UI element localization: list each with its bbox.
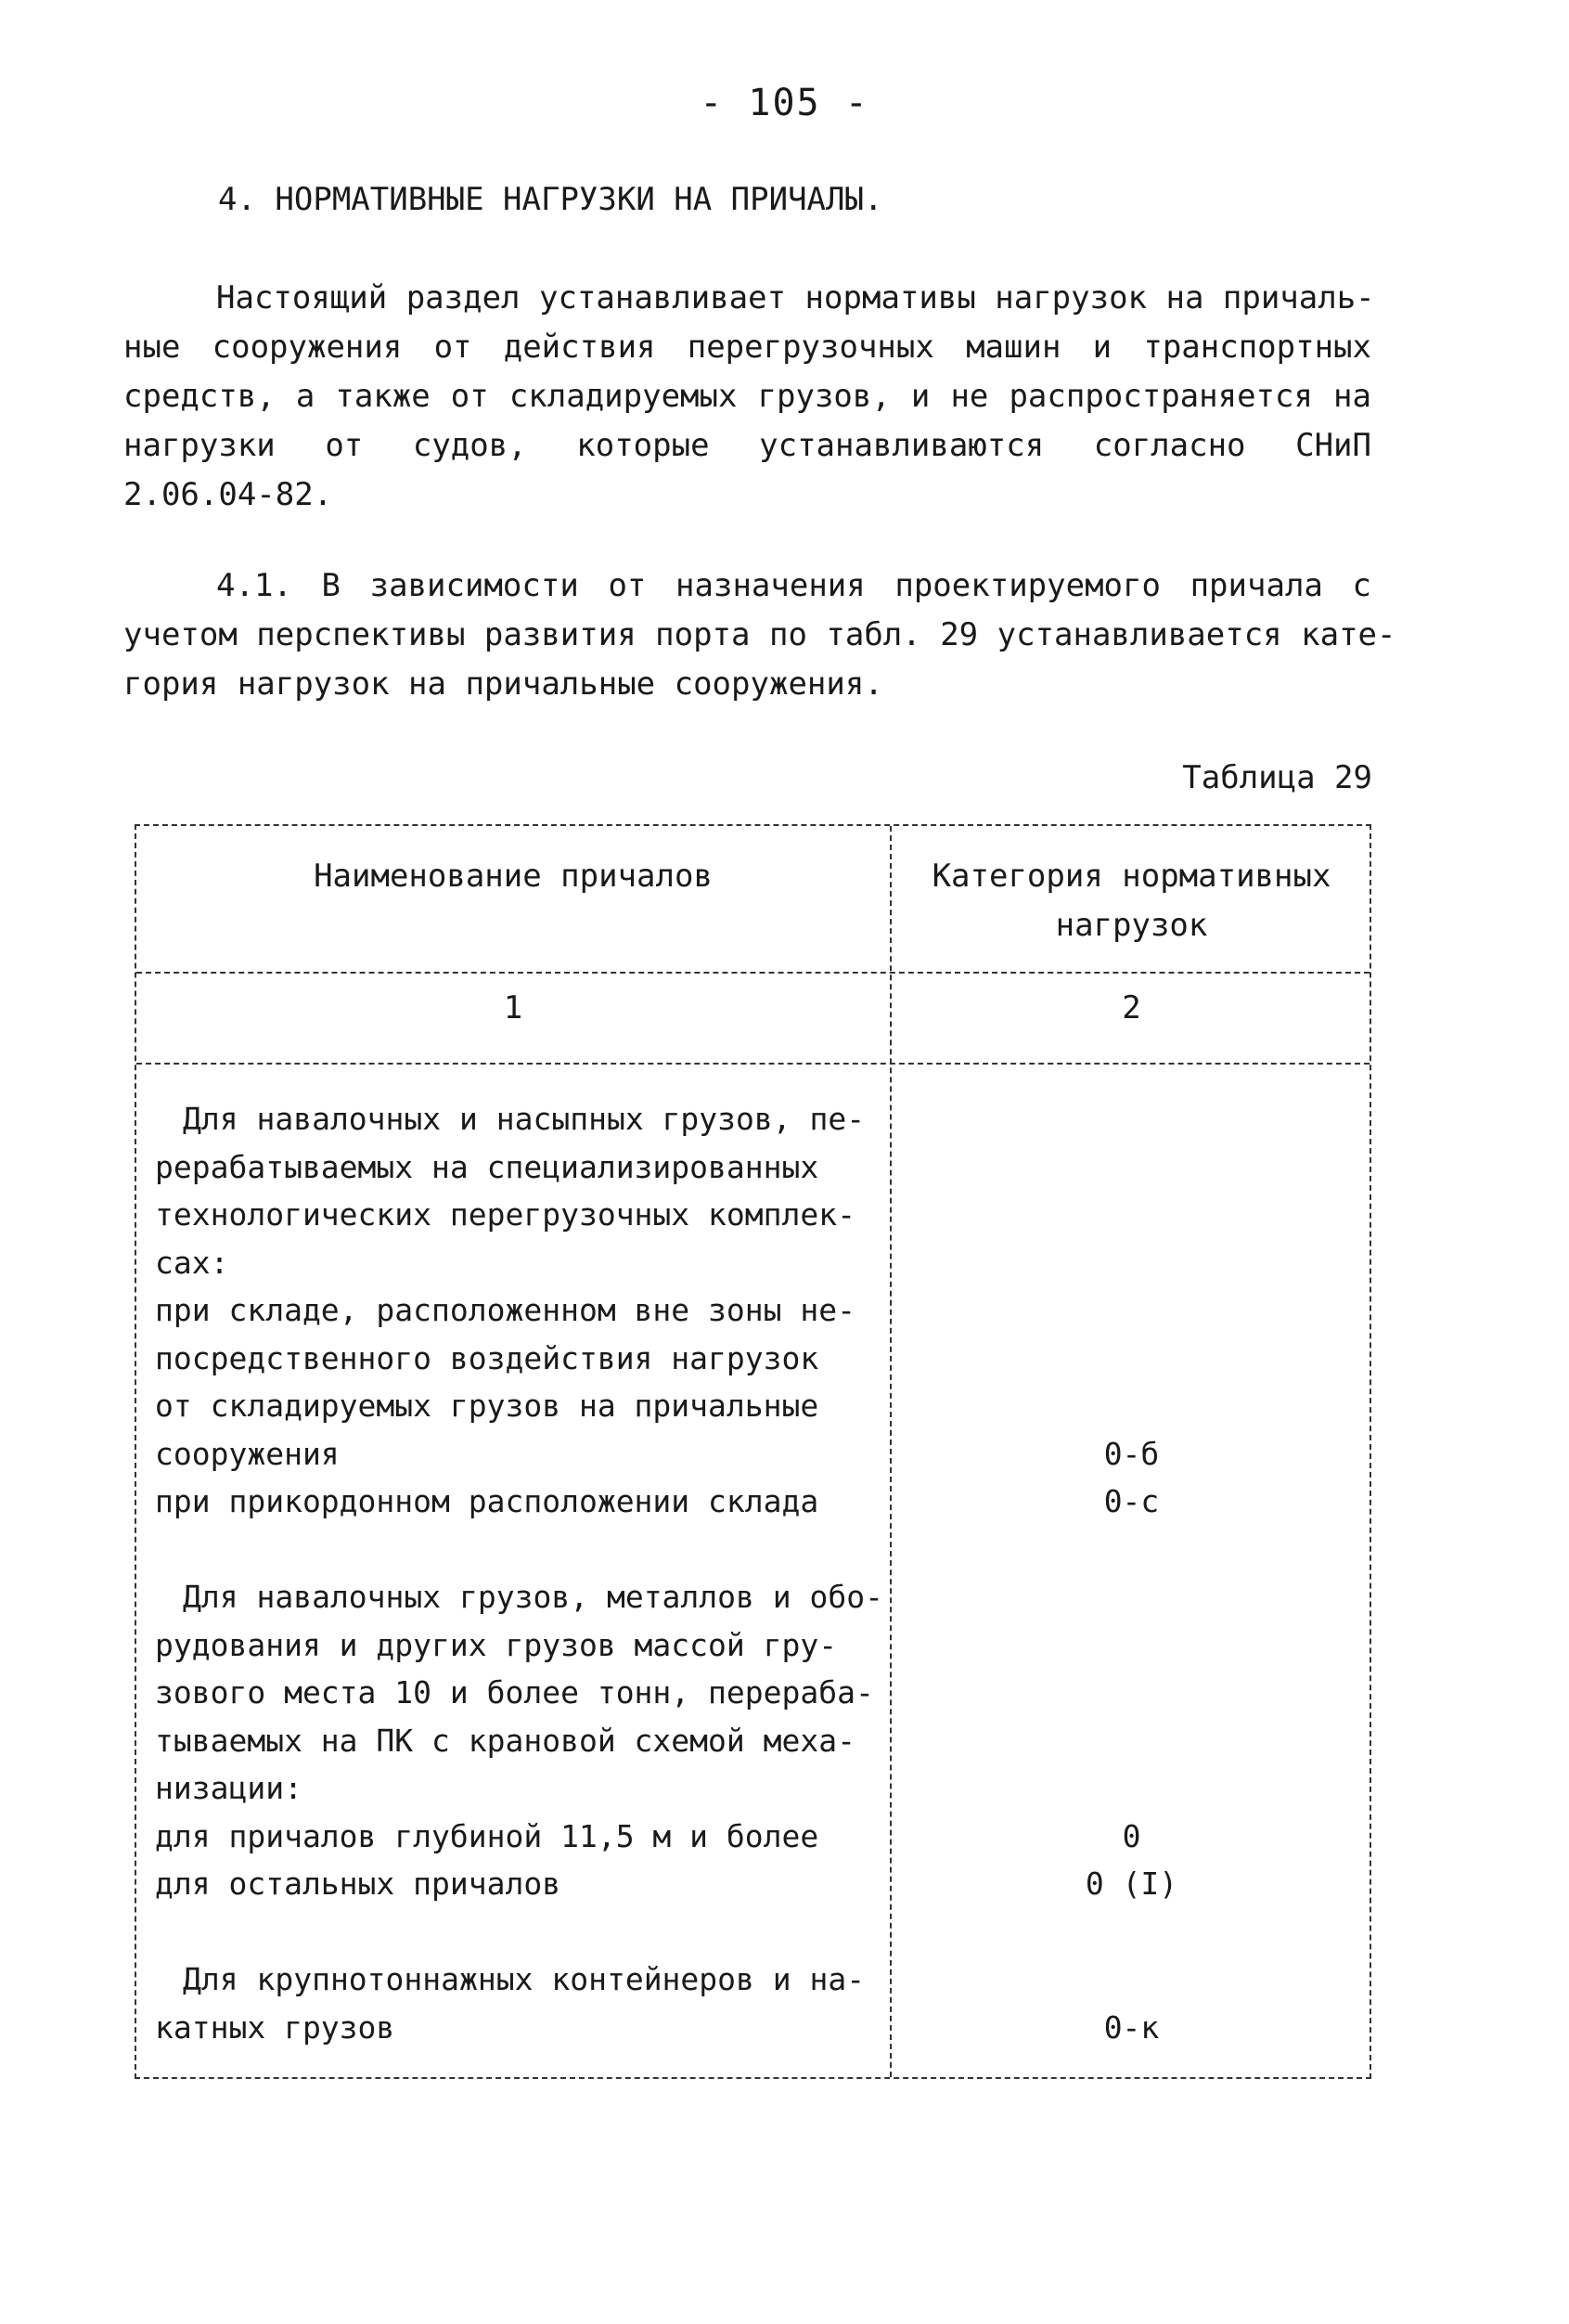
table-row xyxy=(136,1860,1370,1908)
berth-name-cell: Для крупнотоннажных контейнеров и на- xyxy=(183,1961,866,1997)
column-number-divider xyxy=(136,1063,1370,1065)
intro-paragraph xyxy=(123,274,1375,520)
berth-name-cell: Для навалочных грузов, металлов и обо- xyxy=(183,1579,883,1615)
paragraph-line: учетом перспективы развития порта по табл. 29 устанавливается кате- xyxy=(123,616,1396,653)
table-row xyxy=(136,1143,1370,1192)
table-row xyxy=(136,1621,1370,1670)
table-row xyxy=(136,1382,1370,1430)
header-divider xyxy=(136,972,1370,974)
berth-name-cell: при прикордонном расположении склада xyxy=(155,1483,819,1519)
berth-name-cell: тываемых на ПК с крановой схемой меха- xyxy=(155,1722,855,1759)
paragraph-line: ные сооружения от действия перегрузочных машин и транспортных xyxy=(123,329,1371,366)
berth-name-cell: катных грузов xyxy=(155,2008,395,2046)
table-row xyxy=(136,1956,1370,2004)
table-row xyxy=(136,2004,1370,2052)
load-category-cell: 0-с xyxy=(1103,1483,1160,1519)
table-row xyxy=(136,1908,1370,1956)
berth-name-cell: зового места 10 и более тонн, перераба- xyxy=(155,1674,874,1711)
table-body xyxy=(136,1095,1370,2051)
table-row xyxy=(136,1717,1370,1765)
header-load-category-line2: нагрузок xyxy=(1055,907,1208,944)
berth-name-cell: рерабатываемых на специализированных xyxy=(155,1148,819,1185)
clause-4-1-paragraph xyxy=(123,562,1396,709)
header-load-category-line1: Категория нормативных xyxy=(932,858,1331,895)
table-row xyxy=(136,1239,1370,1287)
berth-name-cell: при складе, расположенном вне зоны не- xyxy=(155,1292,855,1328)
berth-name-cell: посредственного воздействия нагрузок xyxy=(155,1339,819,1376)
load-category-table xyxy=(135,824,1371,2079)
berth-name-cell: сооружения xyxy=(155,1435,340,1472)
table-row xyxy=(136,1430,1370,1478)
load-category-cell: 0 (I) xyxy=(1085,1866,1178,1902)
table-row xyxy=(136,1526,1370,1574)
load-category-cell: 0-к xyxy=(1103,2008,1160,2046)
column-number-2: 2 xyxy=(1122,989,1141,1026)
table-row xyxy=(136,1478,1370,1526)
table-row xyxy=(136,1286,1370,1335)
berth-name-cell: для остальных причалов xyxy=(155,1866,561,1902)
header-load-category xyxy=(890,852,1373,950)
berth-name-cell: технологических перегрузочных комплек- xyxy=(155,1196,855,1233)
section-heading: 4. НОРМАТИВНЫЕ НАГРУЗКИ НА ПРИЧАЛЫ. xyxy=(218,181,883,218)
load-category-cell: 0-б xyxy=(1103,1435,1160,1472)
berth-name-cell: сах: xyxy=(155,1244,229,1281)
table-row xyxy=(136,1191,1370,1239)
berth-name-cell: от складируемых грузов на причальные xyxy=(155,1388,819,1424)
paragraph-line: Настоящий раздел устанавливает нормативы нагрузок на причаль- xyxy=(216,279,1375,316)
berth-name-cell: для причалов глубиной 11,5 м и более xyxy=(155,1817,819,1854)
column-number-1: 1 xyxy=(503,989,523,1026)
berth-name-cell: Для навалочных и насыпных грузов, пе- xyxy=(183,1101,866,1137)
paragraph-line: средств, а также от складируемых грузов, и не распространяется на xyxy=(123,378,1371,415)
table-row xyxy=(136,1335,1370,1383)
berth-name-cell: низации: xyxy=(155,1770,302,1806)
paragraph-line: 4.1. В зависимости от назначения проектируемого причала с xyxy=(216,567,1371,604)
paragraph-line: гория нагрузок на причальные сооружения. xyxy=(123,665,883,703)
table-row xyxy=(136,1764,1370,1813)
table-label: Таблица 29 xyxy=(1182,759,1372,796)
paragraph-line: нагрузки от судов, которые устанавливаются согласно СНиП xyxy=(123,427,1371,464)
page-number: - 105 - xyxy=(700,82,869,124)
table-row xyxy=(136,1813,1370,1861)
table-row xyxy=(136,1095,1370,1143)
table-row xyxy=(136,1573,1370,1621)
berth-name-cell: рудования и других грузов массой гру- xyxy=(155,1626,838,1663)
load-category-cell: 0 xyxy=(1122,1817,1141,1854)
header-berth-name: Наименование причалов xyxy=(314,858,713,895)
table-row xyxy=(136,1669,1370,1717)
paragraph-line: 2.06.04-82. xyxy=(123,476,333,513)
